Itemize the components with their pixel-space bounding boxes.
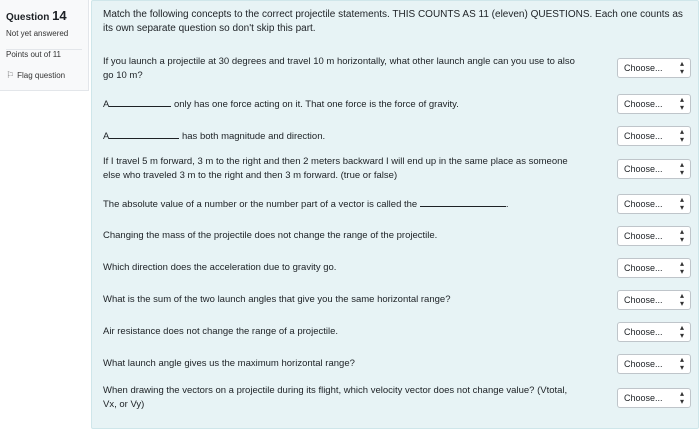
select-value: Choose... xyxy=(624,164,663,174)
select-arrows-icon: ▴ ▾ xyxy=(679,389,684,406)
select-arrows-icon: ▴ ▾ xyxy=(679,59,684,76)
select-value: Choose... xyxy=(624,295,663,305)
question-number-label xyxy=(6,8,67,23)
question-word: Question xyxy=(6,12,50,23)
select-value: Choose... xyxy=(624,131,663,141)
match-statement-10: What launch angle gives us the maximum horizontal range? xyxy=(103,358,355,369)
match-row-6 xyxy=(103,225,693,247)
match-select-11[interactable] xyxy=(617,388,691,408)
statement-prefix: The absolute value of a number or the number part of a vector is called the xyxy=(103,199,418,210)
match-statement-1: If you launch a projectile at 30 degrees and travel 10 m horizontally, what other launch angle can you use to also go 10 m? xyxy=(103,56,575,81)
select-value: Choose... xyxy=(624,393,663,403)
statement-prefix: A xyxy=(103,99,110,110)
match-select-8[interactable] xyxy=(617,290,691,310)
match-row-10 xyxy=(103,353,693,375)
statement-suffix: has both magnitude and direction. xyxy=(181,131,326,142)
match-statement-11: When drawing the vectors on a projectile during its flight, which velocity vector does not change value? (Vtotal, Vx, or Vy) xyxy=(103,385,568,410)
flag-question-label: Flag question xyxy=(17,71,66,80)
select-value: Choose... xyxy=(624,231,663,241)
match-select-1[interactable] xyxy=(617,58,691,78)
match-statement-5 xyxy=(103,197,587,212)
select-arrows-icon: ▴ ▾ xyxy=(679,355,684,372)
match-statement-9: Air resistance does not change the range of a projectile. xyxy=(103,326,339,337)
select-arrows-icon: ▴ ▾ xyxy=(679,227,684,244)
question-grade: Points out of 11 xyxy=(6,49,82,59)
statement-suffix: . xyxy=(505,199,509,210)
select-arrows-icon: ▴ ▾ xyxy=(679,95,684,112)
match-statement-8: What is the sum of the two launch angles that give you the same horizontal range? xyxy=(103,294,451,305)
match-statement-3 xyxy=(103,129,587,144)
statement-suffix: only has one force acting on it. That one force is the force of gravity. xyxy=(173,99,459,110)
match-row-2 xyxy=(103,93,693,115)
select-arrows-icon: ▴ ▾ xyxy=(679,160,684,177)
match-select-9[interactable] xyxy=(617,322,691,342)
match-select-7[interactable] xyxy=(617,258,691,278)
match-row-3 xyxy=(103,125,693,147)
question-content xyxy=(91,0,699,429)
select-arrows-icon: ▴ ▾ xyxy=(679,195,684,212)
answer-blank xyxy=(109,129,179,139)
question-number: 14 xyxy=(52,8,67,23)
match-row-11 xyxy=(103,383,693,417)
match-statement-2 xyxy=(103,97,587,112)
match-statement-6: Changing the mass of the projectile does not change the range of the projectile. xyxy=(103,230,438,241)
question-state: Not yet answered xyxy=(6,29,69,38)
answer-blank xyxy=(420,197,506,207)
question-info-panel xyxy=(0,0,89,91)
select-arrows-icon: ▴ ▾ xyxy=(679,323,684,340)
match-row-8 xyxy=(103,289,693,311)
select-value: Choose... xyxy=(624,199,663,209)
answer-blank xyxy=(109,97,171,107)
select-value: Choose... xyxy=(624,359,663,369)
select-value: Choose... xyxy=(624,327,663,337)
select-value: Choose... xyxy=(624,63,663,73)
select-arrows-icon: ▴ ▾ xyxy=(679,259,684,276)
match-row-9 xyxy=(103,321,693,343)
match-select-6[interactable] xyxy=(617,226,691,246)
select-value: Choose... xyxy=(624,263,663,273)
select-arrows-icon: ▴ ▾ xyxy=(679,127,684,144)
question-intro: Match the following concepts to the correct projectile statements. THIS COUNTS AS 11 (eleven) QUESTIONS. Each one counts as its own separate question so don't skip this part. xyxy=(103,9,683,34)
match-row-1 xyxy=(103,54,693,88)
match-statement-7: Which direction does the acceleration due to gravity go. xyxy=(103,262,337,273)
select-value: Choose... xyxy=(624,99,663,109)
match-select-3[interactable] xyxy=(617,126,691,146)
match-select-2[interactable] xyxy=(617,94,691,114)
statement-prefix: A xyxy=(103,131,110,142)
match-row-4 xyxy=(103,154,693,188)
flag-icon: ⚐ xyxy=(6,70,15,80)
match-statement-4: If I travel 5 m forward, 3 m to the right and then 2 meters backward I will end up in the same place as someone else who traveled 3 m to the right and then 3 m forward. (true or false) xyxy=(103,156,568,181)
match-row-7 xyxy=(103,257,693,279)
select-arrows-icon: ▴ ▾ xyxy=(679,291,684,308)
match-select-5[interactable] xyxy=(617,194,691,214)
match-row-5 xyxy=(103,193,693,215)
match-select-4[interactable] xyxy=(617,159,691,179)
flag-question-link[interactable] xyxy=(6,70,65,81)
match-select-10[interactable] xyxy=(617,354,691,374)
